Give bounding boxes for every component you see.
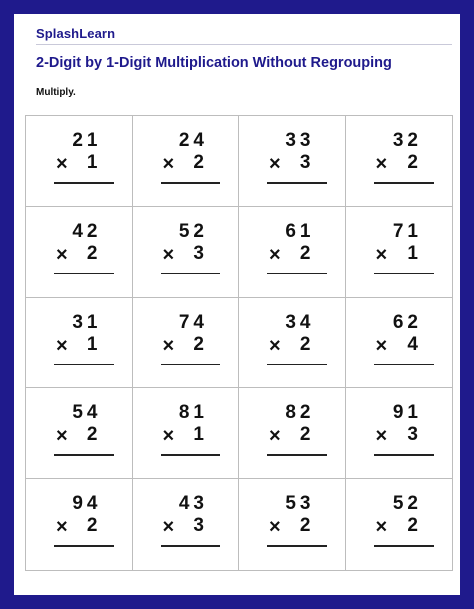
brand-logo: SplashLearn: [36, 26, 116, 41]
multiplicand: 91: [392, 402, 422, 424]
header-divider: [36, 44, 452, 45]
answer-line: [374, 545, 435, 547]
answer-line: [267, 273, 327, 275]
times-symbol: ×: [162, 334, 175, 357]
times-symbol: ×: [56, 516, 68, 539]
problem-cell: [239, 388, 346, 479]
problem-cell: [26, 116, 133, 207]
problem-cell: [346, 207, 453, 298]
multiplicand: 21: [72, 130, 102, 151]
answer-line: [54, 273, 114, 275]
times-symbol: ×: [162, 153, 175, 175]
answer-line: [161, 364, 221, 366]
times-symbol: ×: [375, 243, 388, 266]
answer-line: [161, 454, 221, 456]
answer-line: [54, 454, 114, 456]
problem-grid: [25, 115, 453, 571]
worksheet-title: 2-Digit by 1-Digit Multiplication Without Regrouping: [36, 55, 392, 71]
times-symbol: ×: [375, 516, 388, 539]
multiplier: 4: [407, 333, 418, 355]
answer-line: [374, 364, 435, 366]
times-symbol: ×: [56, 334, 68, 357]
multiplier: 2: [86, 424, 98, 446]
answer-line: [374, 182, 435, 184]
multiplicand: 74: [178, 311, 208, 333]
answer-line: [267, 364, 327, 366]
times-symbol: ×: [162, 243, 175, 266]
multiplier: 3: [193, 515, 204, 537]
answer-line: [267, 545, 327, 547]
multiplicand: 52: [178, 220, 208, 242]
multiplicand: 31: [72, 311, 102, 333]
times-symbol: ×: [162, 425, 175, 448]
problem-cell: [239, 479, 346, 570]
multiplier: 2: [299, 424, 311, 446]
answer-line: [161, 545, 221, 547]
answer-line: [374, 273, 435, 275]
multiplier: 1: [407, 242, 418, 264]
problem-cell: [346, 388, 453, 479]
multiplicand: 43: [178, 493, 208, 515]
answer-line: [267, 182, 327, 184]
multiplier: 2: [407, 152, 418, 173]
multiplier: 2: [86, 242, 98, 264]
multiplier: 1: [86, 152, 98, 173]
problem-cell: [133, 298, 240, 389]
times-symbol: ×: [269, 153, 281, 175]
multiplicand: 62: [392, 311, 422, 333]
problem-cell: [133, 388, 240, 479]
times-symbol: ×: [269, 243, 281, 266]
answer-line: [161, 273, 221, 275]
multiplicand: 94: [72, 493, 102, 515]
problem-cell: [346, 298, 453, 389]
multiplier: 2: [193, 333, 204, 355]
times-symbol: ×: [56, 153, 68, 175]
problem-cell: [239, 207, 346, 298]
multiplier: 2: [299, 333, 311, 355]
multiplicand: 32: [392, 130, 422, 151]
multiplicand: 82: [285, 402, 315, 424]
times-symbol: ×: [56, 425, 68, 448]
multiplicand: 52: [392, 493, 422, 515]
multiplier: 2: [86, 515, 98, 537]
multiplier: 1: [86, 333, 98, 355]
multiplicand: 61: [285, 220, 315, 242]
answer-line: [54, 545, 114, 547]
multiplier: 2: [407, 515, 418, 537]
problem-cell: [133, 116, 240, 207]
multiplicand: 81: [178, 402, 208, 424]
times-symbol: ×: [162, 516, 175, 539]
times-symbol: ×: [269, 425, 281, 448]
times-symbol: ×: [269, 334, 281, 357]
multiplicand: 71: [392, 220, 422, 242]
problem-cell: [346, 116, 453, 207]
answer-line: [161, 182, 221, 184]
multiplier: 2: [193, 152, 204, 173]
times-symbol: ×: [56, 243, 68, 266]
problem-cell: [239, 298, 346, 389]
answer-line: [267, 454, 327, 456]
times-symbol: ×: [375, 153, 388, 175]
times-symbol: ×: [375, 334, 388, 357]
times-symbol: ×: [375, 425, 388, 448]
multiplicand: 54: [72, 402, 102, 424]
times-symbol: ×: [269, 516, 281, 539]
problem-cell: [26, 479, 133, 570]
multiplier: 3: [193, 242, 204, 264]
multiplicand: 53: [285, 493, 315, 515]
multiplicand: 42: [72, 220, 102, 242]
answer-line: [54, 182, 114, 184]
problem-cell: [239, 116, 346, 207]
instruction-text: Multiply.: [36, 87, 76, 98]
multiplier: 3: [407, 424, 418, 446]
problem-cell: [26, 388, 133, 479]
multiplicand: 34: [285, 311, 315, 333]
multiplier: 3: [299, 152, 311, 173]
problem-cell: [26, 207, 133, 298]
multiplicand: 33: [285, 130, 315, 151]
multiplier: 2: [299, 515, 311, 537]
multiplier: 2: [299, 242, 311, 264]
multiplier: 1: [193, 424, 204, 446]
multiplicand: 24: [178, 130, 208, 151]
problem-cell: [133, 207, 240, 298]
answer-line: [374, 454, 435, 456]
problem-cell: [26, 298, 133, 389]
problem-cell: [346, 479, 453, 570]
answer-line: [54, 364, 114, 366]
worksheet: [14, 14, 460, 595]
problem-cell: [133, 479, 240, 570]
